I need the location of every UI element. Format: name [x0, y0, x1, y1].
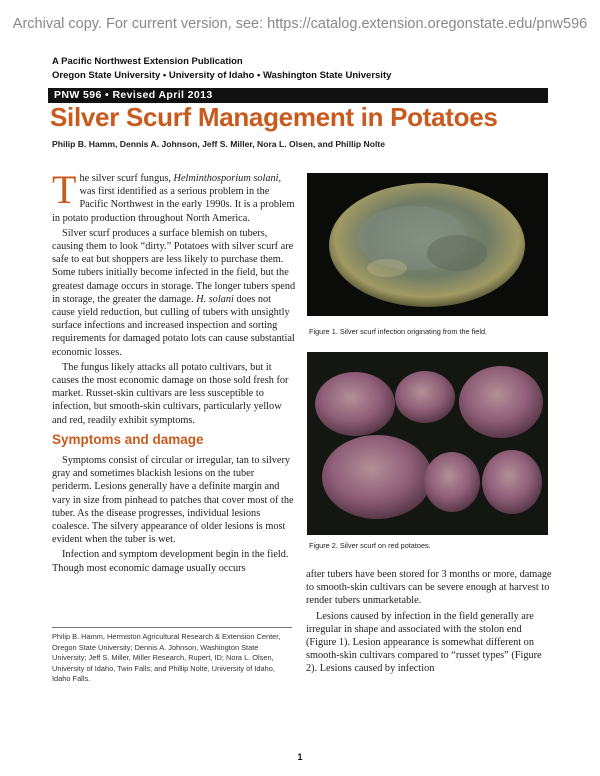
symptoms-paragraph-2-continued: after tubers have been stored for 3 months or more, damage to smooth-skin cultivars can be severe enough at harvest to render tubers unmarketable.	[306, 569, 552, 607]
figure-2-red-potatoes-photo	[307, 352, 548, 535]
drop-cap: T	[52, 167, 77, 212]
authors-line: Philip B. Hamm, Dennis A. Johnson, Jeff S. Miller, Nora L. Olsen, and Phillip Nolte	[52, 139, 385, 149]
symptoms-paragraph-1: Symptoms consist of circular or irregular, tan to silvery gray and sometimes blackish lesions on the tuber periderm. Lesions generally have a definite margin and vary in size from pinhead to patches that cover most of the tuber. As the disease progresses, individual lesions coalesce. The silvery appearance of older lesions is most evident when the tuber is wet.	[52, 455, 294, 546]
page-number: 1	[297, 752, 303, 762]
figure-1-caption: Figure 1. Silver scurf infection originating from the field.	[309, 327, 488, 336]
left-column	[52, 167, 296, 577]
symptoms-paragraph-2-start: Infection and symptom development begin in the field. Though most economic damage usually occurs	[52, 549, 289, 574]
figure-1-potato-photo	[307, 173, 548, 316]
symptoms-paragraph-3: Lesions caused by infection in the field generally are irregular in shape and associated with the stolon end (Figure 1). Lesion appearance is somewhat different on smooth-skin cultivars compared to “russet types” (Figure 2). Lesions caused by infection	[306, 610, 542, 675]
publisher-line: A Pacific Northwest Extension Publication	[52, 56, 243, 67]
archival-notice: Archival copy. For current version, see: https://catalog.extension.oregonstate.edu/pnw596	[12, 16, 588, 32]
intro-paragraph-1: The silver scurf fungus, Helminthosporium solani, was first identified as a serious problem in the Pacific Northwest in the early 1990s. It is a problem in potato production throughout North America.	[52, 167, 295, 224]
author-affiliations-footnote: Philip B. Hamm, Hermiston Agricultural Research & Extension Center, Oregon State University; Dennis A. Johnson, Washington State University; Jeff S. Miller, Miller Research, Rupert, ID; Nora L. Olsen, University of Idaho, Twin Falls; and Phillip Nolte, University of Idaho, Idaho Falls.	[52, 632, 281, 684]
species-abbrev: H. solani	[196, 293, 234, 305]
section-heading-symptoms: Symptoms and damage	[52, 431, 204, 447]
species-name: Helminthosporium solani	[173, 173, 279, 184]
right-column	[306, 568, 552, 678]
universities-line: Oregon State University • University of Idaho • Washington State University	[52, 70, 392, 81]
figure-2-caption: Figure 2. Silver scurf on red potatoes.	[309, 541, 431, 550]
intro-paragraph-3: The fungus likely attacks all potato cultivars, but it causes the most economic damage on those sold fresh for market. Russet-skin cultivars are less susceptible to infection, but smooth-skin cultivars, particularly yellow and red, readily exhibit symptoms.	[52, 361, 289, 426]
page-title: Silver Scurf Management in Potatoes	[50, 102, 498, 132]
publication-number-bar: PNW 596 • Revised April 2013	[48, 88, 548, 103]
intro-paragraph-2: Silver scurf produces a surface blemish on tubers, causing them to look “dirty.” Potatoes with silver scurf are safe to eat but shoppers are less likely to purchase them. Some tubers initially become infected in the field, but the greatest damage occurs in storage. The longer tubers spend in storage, the greater the damage. H. solani does not cause yield reduction, but culling of tubers with unsightly surface infections and increased inspection and sorting requirements for damaged potato lots can cause substantial economic losses.	[52, 227, 296, 358]
footnote-divider	[52, 627, 292, 628]
